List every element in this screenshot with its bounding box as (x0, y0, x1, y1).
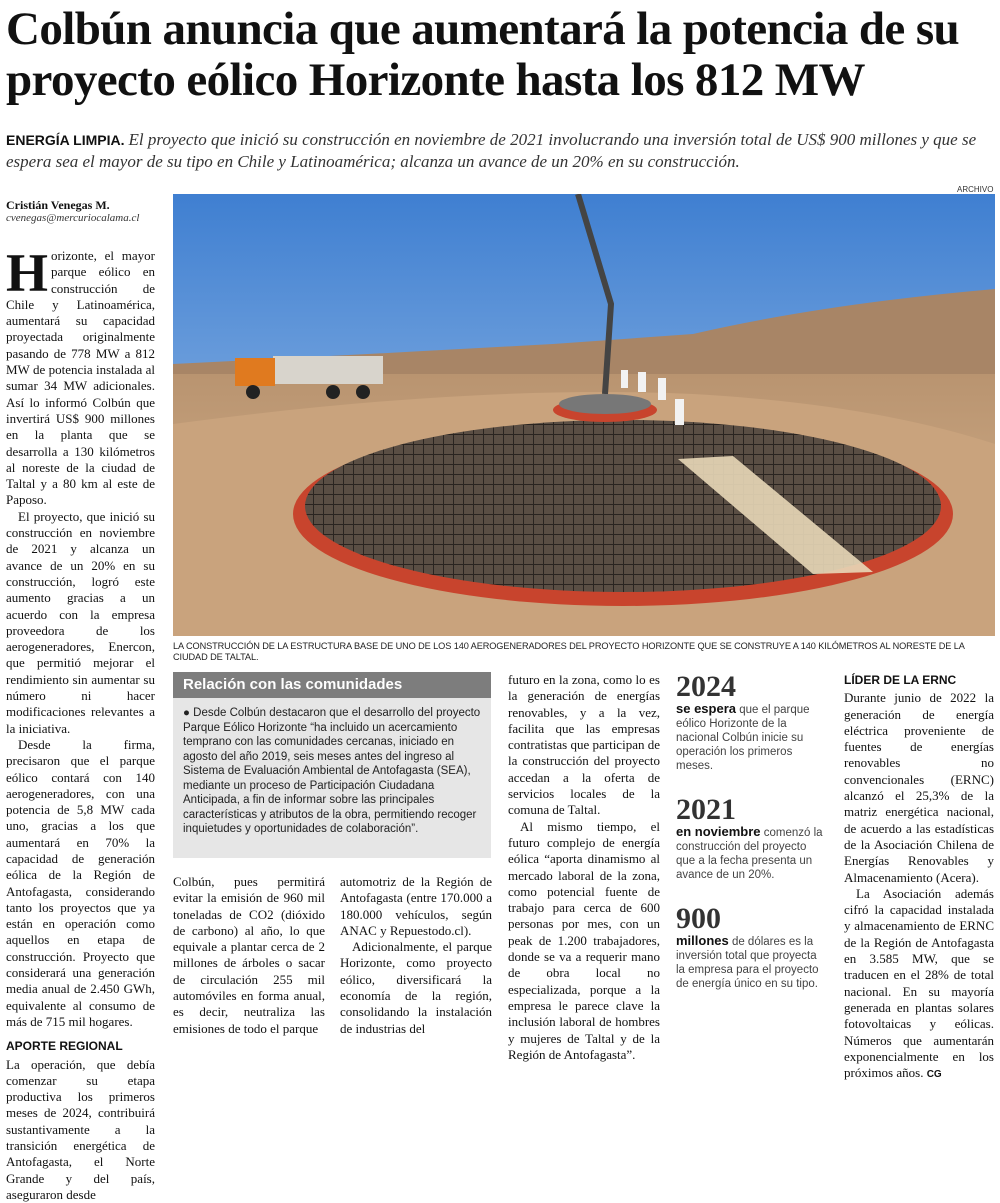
byline-author: Cristián Venegas M. (6, 198, 110, 212)
deck-text: El proyecto que inició su construcción en noviembre de 2021 involucrando una inversión total de US$ 900 millones y que se espera sea el mayor de su tipo en Chile y Latinoamérica; alcanza un avance de un 20% en su construcción. (6, 130, 977, 171)
deck (6, 129, 996, 173)
headline: Colbún anuncia que aumentará la potencia de su proyecto eólico Horizonte hasta los 812 MW (6, 3, 960, 106)
body-paragraph: Al mismo tiempo, el futuro complejo de energía eólica “aporta dinamismo al mercado laboral de la zona, como potencial fuente de trabajo para cerca de 600 personas por mes, con un peak de 1.200 trabajadores, donde se va a requerir mano de obra local no especializada, porque a la empresa le parece clave la inclusión laboral de hombres y mujeres de Taltal y de la Región de Antofagasta”. (508, 818, 660, 1062)
body-paragraph: Adicionalmente, el parque Horizonte, como proyecto eólico, diversificará la economía de la región, consolidando la instalación de industrias del (340, 939, 492, 1036)
stat-block (676, 795, 824, 882)
byline-email: cvenegas@mercuriocalama.cl (6, 212, 140, 224)
wind-turbine-foundation-photo (173, 194, 995, 636)
deck-kicker: ENERGÍA LIMPIA. (6, 132, 125, 148)
communities-box-body: ● Desde Colbún destacaron que el desarrollo del proyecto Parque Eólico Horizonte “ha incluido un acercamiento temprano con las comunidades cercanas, iniciado en agosto del año 2019, seis meses antes del ingreso al Sistema de Evaluación Ambiental de Antofagasta (SEA), mediante un proceso de Participación Ciudadana Anticipada, a fin de informar sobre las principales características y atributos de la obra, permitiendo recoger inquietudes y oportunidades de colaboración”. (183, 707, 481, 835)
stat-text: millones de dólares es la inversión total que proyecta la empresa para el proyecto de energía único en su tipo. (676, 933, 819, 990)
stat-block (676, 904, 824, 991)
photo-credit: ARCHIVO (957, 185, 994, 194)
stat-block (676, 672, 824, 773)
drop-cap: H (6, 243, 49, 303)
body-paragraph: automotriz de la Región de Antofagasta (entre 170.000 a 180.000 vehículos, según ANAC y Repuestodo.cl). (340, 874, 492, 938)
body-paragraph: futuro en la zona, como lo es la generación de energías renovables, y a la vez, facilita que las empresas contratistas que participan de la construcción del proyecto accedan a la oferta de servicios locales de la comuna de Taltal. (508, 672, 660, 818)
stat-text: en noviembre comenzó la construcción del proyecto que a la fecha presenta un avance de un 20%. (676, 824, 823, 881)
end-mark: CG (926, 1069, 942, 1081)
column-2 (173, 874, 325, 1037)
stats-column (676, 672, 824, 991)
communities-box (173, 672, 491, 858)
column-1 (6, 243, 155, 1203)
stat-number: 900 (676, 902, 721, 935)
communities-box-title: Relación con las comunidades (173, 672, 491, 698)
body-paragraph: El proyecto, que inició su construcción en noviembre de 2021 y alcanza un avance de un 20% en su construcción, logró este aumento gracias a un acuerdo con la empresa proveedora de los aerogeneradores, Enercon, que permitió mejorar el rendimiento sin aumentar su número ni hacer modificaciones relevantes a la iniciativa. (6, 508, 155, 736)
stat-text: se espera que el parque eólico Horizonte de la nacional Colbún inicie su operación los primeros meses. (676, 701, 810, 772)
photo-caption: LA CONSTRUCCIÓN DE LA ESTRUCTURA BASE DE UNO DE LOS 140 AEROGENERADORES DEL PROYECTO HORIZONTE QUE SE CONSTRUYE A 140 KILÓMETROS AL NORESTE DE LA CIUDAD DE TALTAL. (173, 641, 965, 662)
body-paragraph: Colbún, pues permitirá evitar la emisión de 960 mil toneladas de CO2 (dióxido de carbono) al año, lo que equivale a plantar cerca de 2 millones de árboles o sacar de circulación 255 mil automóviles en forma anual, es decir, neutraliza las emisiones de todo el parque (173, 874, 325, 1036)
subhead-lider-ernc: LÍDER DE LA ERNC (844, 673, 957, 687)
column-6 (844, 672, 994, 1083)
stat-number: 2024 (676, 670, 736, 703)
body-paragraph: La Asociación además cifró la capacidad instalada y almacenamiento de ERNC de la Región de Antofagasta en 3.585 MW, que se traducen en el 28% de total nacional. En su mayoría generada en plantas solares fotovoltaicas y eólicas. Números que aumentarán exponencialmente en los próximos años. CG (844, 885, 994, 1081)
body-paragraph: Desde la firma, precisaron que el parque eólico contará con 140 aerogeneradores, con una potencia de 5,8 MW cada uno, gracias a los que aumentará en 70% la capacidad de generación eólica de la Región de Antofagasta, considerando tanto los proyectos que ya están en operación como aquellos en etapa de construcción. Proyecto que considerará una generación media anual de 2.450 GWh, equivalente al consumo de más de 715 mil hogares. (6, 736, 155, 1029)
body-paragraph: Horizonte, el mayor parque eólico en construcción de Chile y Latinoamérica, aumentará su capacidad proyectada originalmente pasando de 778 MW a 812 MW de potencia instalada al sumar 34 MW adicionales. Así lo informó Colbún que invertirá US$ 900 millones en la planta que se desarrolla a 130 kilómetros al noreste de la ciudad de Taltal y a 80 km al este de Paposo. (6, 243, 155, 508)
body-paragraph: La operación, que debía comenzar su etapa productiva los primeros meses de 2024, contribuirá sustantivamente a la transición energética de Antofagasta, el Norte Grande y del país, aseguraron desde (6, 1056, 155, 1202)
body-paragraph: Durante junio de 2022 la generación de energía eléctrica proveniente de fuentes de energías renovables no convencionales (ERNC) alcanzó el 25,3% de la matriz energética nacional, de acuerdo a las estadísticas de la Asociación Chilena de Energías Renovables y Almacenamiento (Acera). (844, 690, 994, 885)
subhead-aporte-regional: APORTE REGIONAL (6, 1039, 123, 1054)
column-3 (340, 874, 492, 1037)
column-4 (508, 672, 660, 1063)
stat-number: 2021 (676, 793, 736, 826)
article-photo (173, 194, 995, 636)
